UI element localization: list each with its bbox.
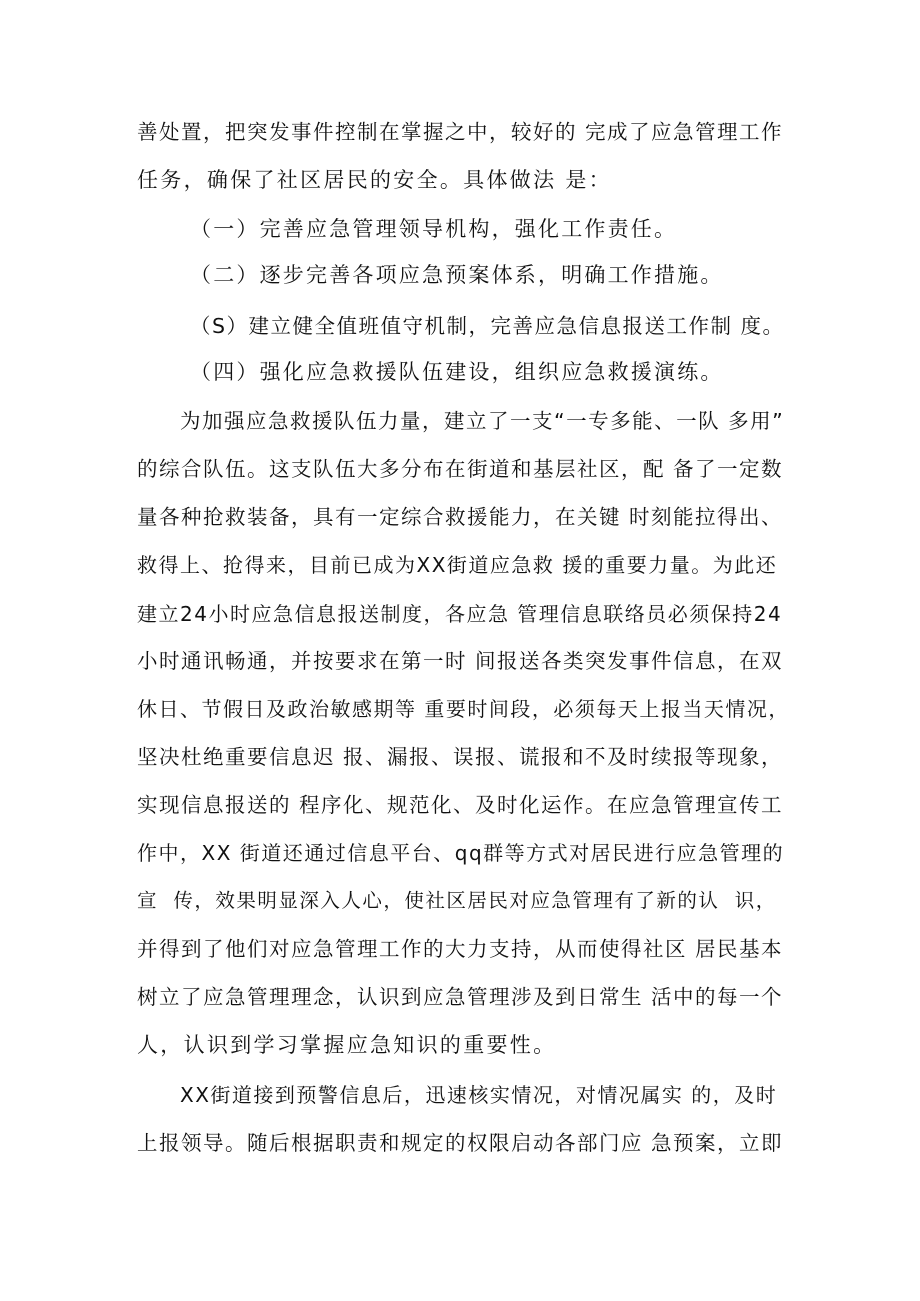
paragraph-line: 树立了应急管理理念，认识到应急管理涉及到日常生 活中的每一个 [137,985,784,1009]
paragraph-line: 量各种抢救装备，具有一定综合救援能力，在关键 时刻能拉得出、 [137,505,784,529]
list-item: （四）强化应急救援队伍建设，组织应急救援演练。 [190,360,724,384]
list-item: （二）逐步完善各项应急预案体系，明确工作措施。 [190,263,724,287]
paragraph-line: 实现信息报送的 程序化、规范化、及时化运作。在应急管理宣传工 [137,793,784,817]
paragraph-line: 为加强应急救援队伍力量，建立了一支“一专多能、一队 多用” [180,409,785,433]
list-item: （一）完善应急管理领导机构，强化工作责任。 [190,217,678,241]
paragraph-line: 的综合队伍。这支队伍大多分布在街道和基层社区，配 备了一定数 [137,457,784,481]
paragraph-line: 建立24小时应急信息报送制度，各应急 管理信息联络员必须保持24 [137,602,783,626]
paragraph-line: 上报领导。随后根据职责和规定的权限启动各部门应 急预案，立即 [137,1131,784,1155]
paragraph-line: 并得到了他们对应急管理工作的大力支持，从而使得社区 居民基本 [137,937,784,961]
paragraph-line: 小时通讯畅通，并按要求在第一时 间报送各类突发事件信息，在双 [137,649,784,673]
paragraph-line: 宣 传，效果明显深入人心，使社区居民对应急管理有了新的认 识， [137,889,777,912]
paragraph-line: 救得上、抢得来，目前已成为XX街道应急救 援的重要力量。为此还 [137,553,778,577]
paragraph-line: 休日、节假日及政治敏感期等 重要时间段，必须每天上报当天情况， [137,697,790,721]
paragraph-line: XX街道接到预警信息后，迅速核实情况，对情况属实 的，及时 [180,1083,778,1107]
paragraph-line: 坚决杜绝重要信息迟 报、漏报、误报、谎报和不及时续报等现象， [137,745,784,769]
paragraph-line: 人，认识到学习掌握应急知识的重要性。 [137,1033,557,1057]
paragraph-line: 任务，确保了社区居民的安全。具体做法 是： [137,168,612,192]
list-item: （S）建立健全值班值守机制，完善应急信息报送工作制 度。 [190,314,785,338]
paragraph-line: 善处置，把突发事件控制在掌握之中，较好的 完成了应急管理工作 [137,120,784,144]
paragraph-line: 作中，XX 街道还通过信息平台、qq群等方式对居民进行应急管理的 [137,841,785,865]
